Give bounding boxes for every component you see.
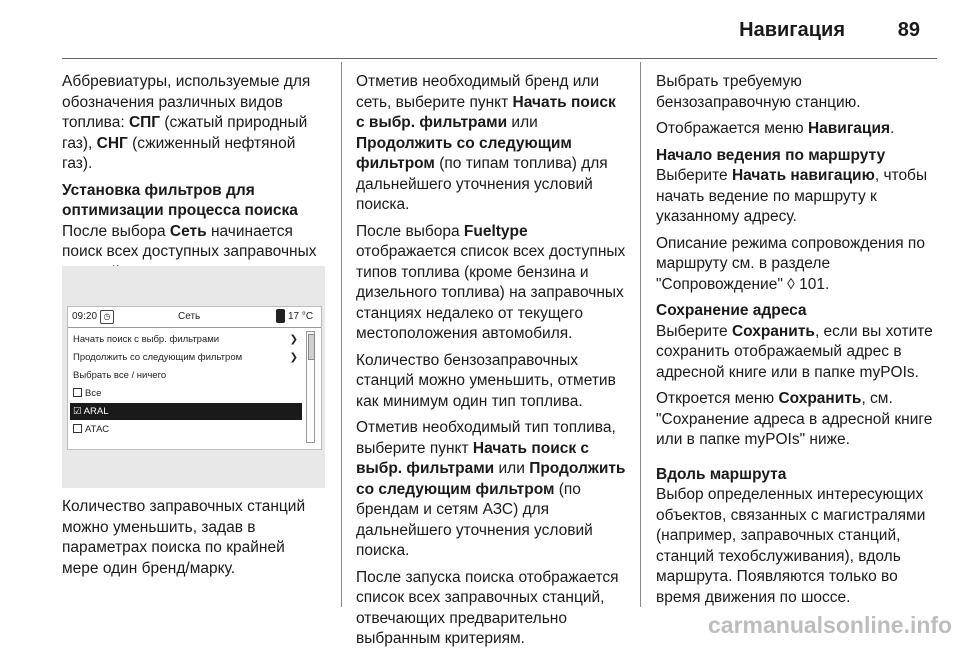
paragraph-reduce-fuel: Количество бензозаправочных станций можно уменьшить, отметив как минимум один тип топлива.	[356, 351, 616, 410]
column-1-continued	[62, 497, 325, 585]
paragraph-select-station: Выбрать требуемую бензозаправочную станцию.	[656, 73, 861, 111]
chevron-right-icon: ❯	[289, 352, 298, 363]
checked-box-icon: ☑	[73, 406, 82, 417]
paragraph-reduce-stations: Количество заправочных станций можно уменьшить, задав в параметрах поиска по крайней мере один бренд/марку.	[62, 498, 306, 577]
header-divider	[62, 58, 937, 59]
paragraph-brand-select: Отметив необходимый бренд или сеть, выберите пункт Начать поиск с выбр. фильтрами или Продолжить со следующим фильтром (по типам топлива) для дальнейшего уточнения условий поиска.	[356, 73, 616, 213]
screen-title: Сеть	[178, 311, 201, 322]
column-3	[656, 72, 941, 614]
paragraph-save-address: Сохранение адреса Выберите Сохранить, если вы хотите сохранить отображаемый адрес в адресной книге или в папке myPOIs.	[656, 301, 941, 383]
page-title: Навигация	[739, 19, 845, 41]
menu-item-atac[interactable]: АТАС	[70, 421, 302, 438]
paragraph-along-route: Вдоль маршрута Выбор определенных интересующих объектов, связанных с магистралями (например, заправочных станций, станций техобслуживания), вдоль маршрута. Появляются только во время движения по шоссе.	[656, 465, 941, 609]
checkbox-icon	[73, 424, 82, 433]
menu-item-next-filter[interactable]: Продолжить со следующим фильтром ❯	[70, 349, 302, 366]
paragraph-filter-setup: Установка фильтров для оптимизации процесса поиска После выбора Сеть начинается поиск всех доступных заправочных	[62, 181, 325, 304]
clock-icon: ◷	[100, 310, 114, 324]
screen-time: 09:20	[72, 311, 98, 322]
menu-item-all[interactable]: Все	[70, 385, 302, 402]
page-reference-link[interactable]: ◊ 101.	[787, 275, 830, 293]
paragraph-abbreviations: Аббревиатуры, используемые для обозначения различных видов топлива: СПГ (сжатый природный газ), СНГ (сжиженный нефтяной газ).	[62, 73, 311, 172]
paragraph-guidance-ref: Описание режима сопровождения по маршруту см. в разделе "Сопровождение" ◊ 101.	[656, 234, 925, 293]
paragraph-save-menu: Откроется меню Сохранить, см. "Сохранение адреса в адресной книге или в папке myPOIs" ниже.	[656, 390, 933, 448]
paragraph-fuel-select: Отметив необходимый тип топлива, выберите пункт Начать поиск с выбр. фильтрами или Продолжить со следующим фильтром (по брендам и сетям АЗС) для дальнейшего уточнения условий поиска.	[356, 419, 626, 559]
menu-item-select-all[interactable]: Выбрать все / ничего	[73, 370, 167, 381]
phone-icon	[276, 309, 285, 323]
page-number: 89	[897, 19, 920, 41]
menu-item-start-search[interactable]: Начать поиск с выбр. фильтрами ❯	[70, 331, 302, 348]
section-heading-save: Сохранение адреса	[656, 302, 807, 319]
scrollbar-thumb[interactable]	[308, 334, 315, 360]
section-heading-guidance: Начало ведения по маршруту	[656, 146, 886, 164]
column-divider-2	[640, 62, 641, 607]
column-divider-1	[341, 62, 342, 607]
section-heading-filters: Установка фильтров для оптимизации процесса поиска	[62, 181, 298, 219]
checkbox-icon	[73, 388, 82, 397]
scrollbar[interactable]	[306, 331, 315, 443]
screen-status-bar	[68, 307, 321, 328]
chevron-right-icon: ❯	[289, 334, 298, 345]
paragraph-nav-menu: Отображается меню Навигация.	[656, 120, 895, 137]
infotainment-screen	[67, 306, 322, 450]
menu-item-aral[interactable]: ☑ ARAL	[70, 403, 302, 420]
watermark-logo: carmanualsonline.info	[708, 612, 953, 638]
page-header	[0, 0, 960, 50]
column-2	[356, 72, 628, 656]
paragraph-start-guidance: Начало ведения по маршруту Выберите Начать навигацию, чтобы начать ведение по маршруту к указанному адресу.	[656, 146, 941, 228]
paragraph-fueltype: После выбора Fueltype отображается список всех доступных типов топлива (кроме бензина и дизельного топлива) на заправочных станциях недалеко от текущего местоположения автомобиля.	[356, 222, 626, 342]
paragraph-search-results: После запуска поиска отображается список всех заправочных станций, отвечающих предварительно выбранным критериям.	[356, 568, 619, 647]
screenshot-figure	[62, 266, 325, 488]
section-heading-along-route: Вдоль маршрута	[656, 465, 787, 483]
screen-temperature: 17 °C	[288, 311, 314, 322]
